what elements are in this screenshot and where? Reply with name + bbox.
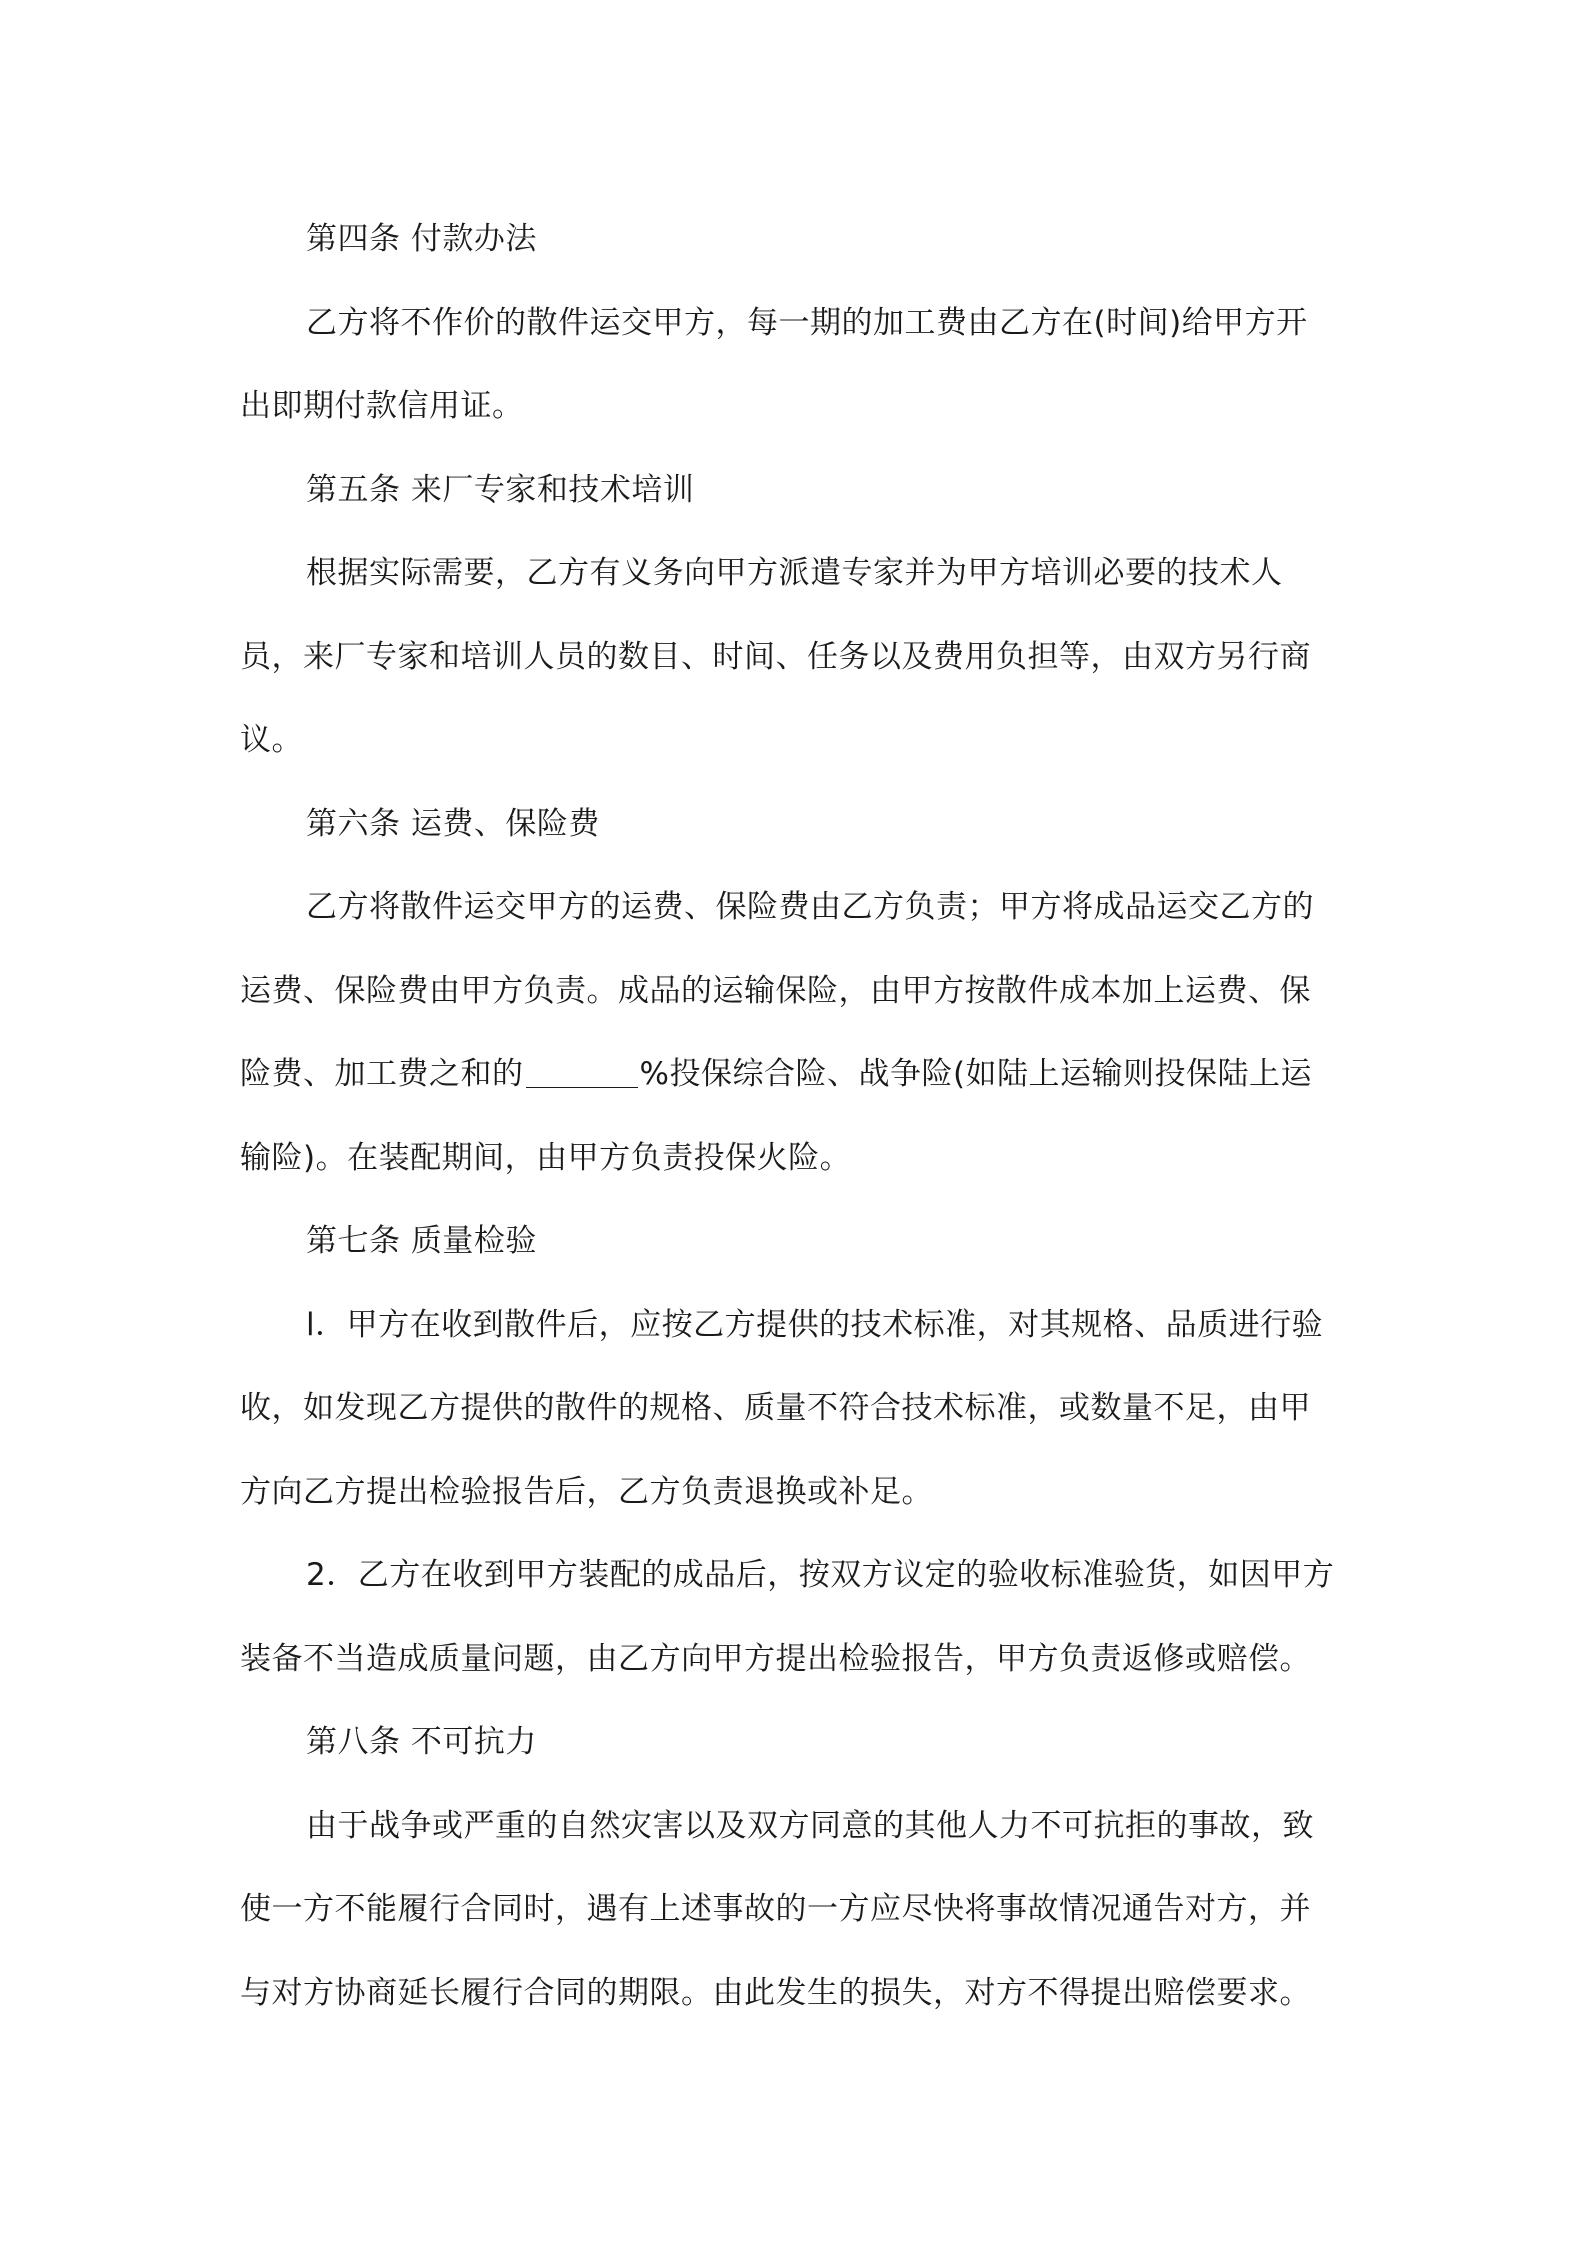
paragraph-line: l．甲方在收到散件后，应按乙方提供的技术标准，对其规格、品质进行验 bbox=[306, 1306, 1324, 1343]
paragraph-line: 运费、保险费由甲方负责。成品的运输保险，由甲方按散件成本加上运费、保 bbox=[240, 972, 1311, 1009]
paragraph-line: 员，来厂专家和培训人员的数目、时间、任务以及费用负担等，由双方另行商 bbox=[240, 638, 1311, 675]
paragraph-line: 乙方将不作价的散件运交甲方，每一期的加工费由乙方在(时间)给甲方开 bbox=[306, 304, 1308, 341]
paragraph-line: 2．乙方在收到甲方装配的成品后，按双方议定的验收标准验货，如因甲方 bbox=[306, 1557, 1335, 1593]
paragraph-line: 出即期付款信用证。 bbox=[240, 388, 524, 424]
text-after-blank: %投保综合险、战争险(如陆上运输则投保陆上运 bbox=[639, 1056, 1313, 1092]
paragraph-line: 根据实际需要，乙方有义务向甲方派遣专家并为甲方培训必要的技术人 bbox=[306, 555, 1283, 591]
paragraph-line: 收，如发现乙方提供的散件的规格、质量不符合技术标准，或数量不足，由甲 bbox=[240, 1390, 1311, 1426]
article-5-heading: 第五条 来厂专家和技术培训 bbox=[306, 471, 695, 508]
paragraph-line: 输险)。在装配期间，由甲方负责投保火险。 bbox=[240, 1139, 852, 1176]
paragraph-line: 乙方将散件运交甲方的运费、保险费由乙方负责；甲方将成品运交乙方的 bbox=[306, 889, 1314, 925]
paragraph-line-with-blank bbox=[240, 1033, 1350, 1117]
document-body bbox=[240, 198, 1350, 2035]
paragraph-line: 装备不当造成质量问题，由乙方向甲方提出检验报告，甲方负责返修或赔偿。 bbox=[240, 1640, 1311, 1677]
paragraph-line: 方向乙方提出检验报告后，乙方负责退换或补足。 bbox=[240, 1473, 933, 1510]
fill-in-blank bbox=[526, 1057, 638, 1088]
paragraph-line: 与对方协商延长履行合同的期限。由此发生的损失，对方不得提出赔偿要求。 bbox=[240, 1974, 1311, 2011]
paragraph-line: 由于战争或严重的自然灾害以及双方同意的其他人力不可抗拒的事故，致 bbox=[306, 1807, 1314, 1844]
text-before-blank: 险费、加工费之和的 bbox=[240, 1056, 524, 1092]
article-8-heading: 第八条 不可抗力 bbox=[306, 1724, 537, 1760]
article-4-heading: 第四条 付款办法 bbox=[306, 221, 537, 257]
paragraph-line: 使一方不能履行合同时，遇有上述事故的一方应尽快将事故情况通告对方，并 bbox=[240, 1891, 1311, 1927]
article-6-heading: 第六条 运费、保险费 bbox=[306, 805, 600, 842]
article-7-heading: 第七条 质量检验 bbox=[306, 1223, 537, 1259]
paragraph-line: 议。 bbox=[240, 722, 303, 758]
